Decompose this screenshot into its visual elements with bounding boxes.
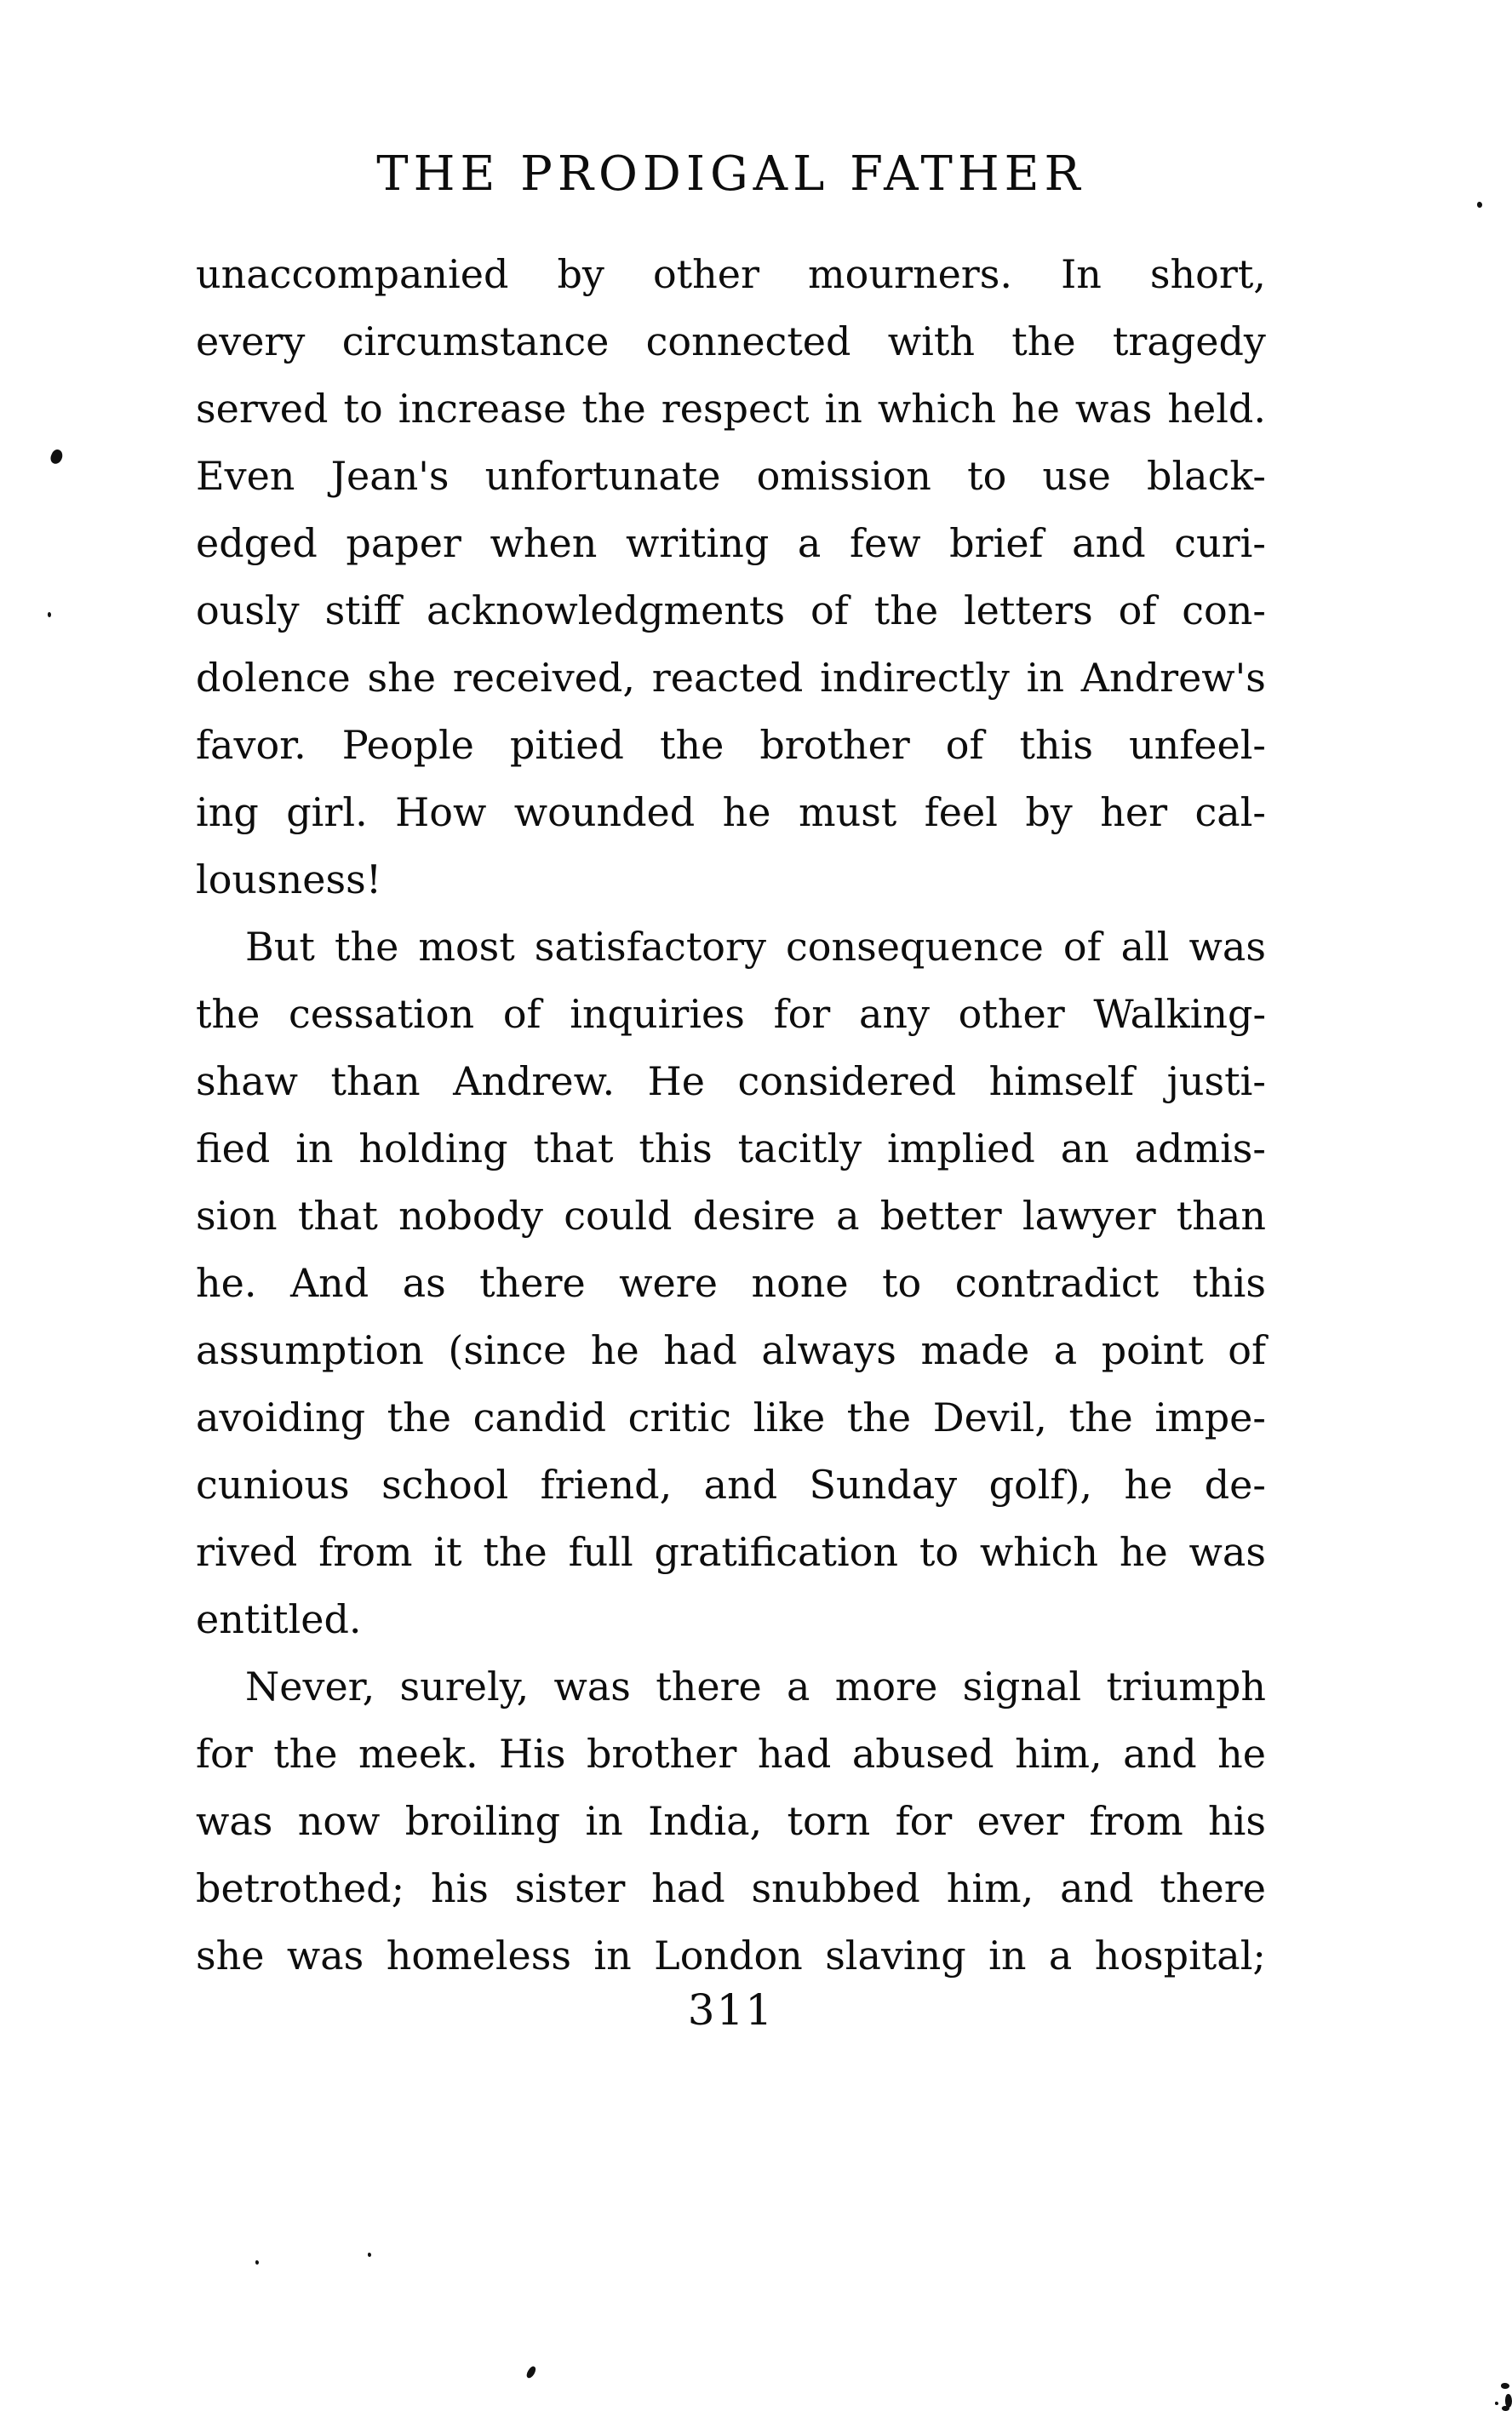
word: it bbox=[433, 1529, 462, 1575]
word: slaving bbox=[825, 1933, 966, 1979]
word: he bbox=[1011, 386, 1060, 432]
word: candid bbox=[472, 1394, 607, 1440]
word: full bbox=[568, 1529, 633, 1575]
word: was bbox=[1188, 1529, 1266, 1575]
word: holding bbox=[358, 1125, 508, 1171]
word: the bbox=[1011, 318, 1076, 364]
word: black- bbox=[1147, 453, 1266, 499]
word: himself bbox=[988, 1058, 1135, 1104]
word: received, bbox=[452, 655, 635, 701]
text-line bbox=[196, 1526, 1266, 1594]
word: had bbox=[651, 1865, 725, 1911]
word: in bbox=[593, 1933, 632, 1979]
word: Andrew. bbox=[453, 1058, 616, 1104]
word: and bbox=[703, 1462, 778, 1508]
word: justi- bbox=[1166, 1058, 1266, 1104]
word: to bbox=[967, 453, 1007, 499]
word: Even bbox=[196, 453, 295, 499]
word: stiff bbox=[324, 587, 402, 633]
word: paper bbox=[346, 520, 461, 566]
word: reacted bbox=[651, 655, 804, 701]
text-line bbox=[196, 316, 1266, 383]
word: abused bbox=[851, 1731, 994, 1777]
word: had bbox=[663, 1327, 737, 1373]
text-line bbox=[196, 1661, 1266, 1728]
word: His bbox=[499, 1731, 566, 1777]
word: the bbox=[483, 1529, 547, 1575]
word: impe- bbox=[1154, 1394, 1266, 1440]
word: increase bbox=[398, 386, 567, 432]
word: betrothed; bbox=[196, 1865, 405, 1911]
word: brief bbox=[949, 520, 1044, 566]
text-line bbox=[196, 652, 1266, 719]
word: to bbox=[882, 1260, 922, 1306]
word: of bbox=[502, 991, 541, 1037]
text-line bbox=[196, 1728, 1266, 1795]
word: school bbox=[381, 1462, 509, 1508]
word: his bbox=[1208, 1798, 1266, 1844]
word: as bbox=[402, 1260, 446, 1306]
word: this bbox=[1019, 722, 1093, 768]
word: broiling bbox=[404, 1798, 561, 1844]
ink-speck bbox=[1501, 2383, 1509, 2389]
word: But bbox=[245, 924, 315, 970]
word: he bbox=[1119, 1529, 1168, 1575]
word: a bbox=[1053, 1327, 1078, 1373]
word: assumption bbox=[196, 1327, 424, 1373]
word: sion bbox=[196, 1193, 278, 1239]
text-line bbox=[196, 1863, 1266, 1930]
word: Andrew's bbox=[1080, 655, 1266, 701]
text-line bbox=[196, 1190, 1266, 1257]
word: she bbox=[196, 1933, 265, 1979]
word: like bbox=[753, 1394, 826, 1440]
word: curi- bbox=[1174, 520, 1266, 566]
word: by bbox=[557, 251, 604, 297]
word: admis- bbox=[1134, 1125, 1266, 1171]
word: cunious bbox=[196, 1462, 350, 1508]
ink-speck bbox=[49, 448, 65, 466]
word: Jean's bbox=[330, 453, 450, 499]
word: his bbox=[430, 1865, 489, 1911]
word: than bbox=[1176, 1193, 1266, 1239]
word: must bbox=[798, 789, 897, 835]
word: mourners. bbox=[808, 251, 1013, 297]
word: made bbox=[920, 1327, 1030, 1373]
word: was bbox=[1074, 386, 1153, 432]
word: him, bbox=[946, 1865, 1034, 1911]
word: of bbox=[1118, 587, 1157, 633]
word: she bbox=[367, 655, 436, 701]
word: he bbox=[1217, 1731, 1266, 1777]
text-line bbox=[196, 1459, 1266, 1526]
word: snubbed bbox=[751, 1865, 920, 1911]
text-line: lousness! bbox=[196, 856, 382, 902]
word: dolence bbox=[196, 655, 351, 701]
word: by bbox=[1025, 789, 1073, 835]
word: was bbox=[553, 1664, 631, 1709]
word: shaw bbox=[196, 1058, 299, 1104]
word: Never, bbox=[245, 1664, 375, 1709]
word: this bbox=[1192, 1260, 1266, 1306]
word: writing bbox=[625, 520, 770, 566]
word: considered bbox=[737, 1058, 957, 1104]
word: were bbox=[619, 1260, 718, 1306]
page-header-title: THE PRODIGAL FATHER bbox=[376, 146, 1085, 202]
word: unfeel- bbox=[1129, 722, 1266, 768]
text-line bbox=[196, 1795, 1266, 1863]
word: gratification bbox=[654, 1529, 898, 1575]
word: sister bbox=[514, 1865, 626, 1911]
word: that bbox=[533, 1125, 614, 1171]
word: most bbox=[418, 924, 515, 970]
word: torn bbox=[787, 1798, 871, 1844]
word: desire bbox=[692, 1193, 816, 1239]
word: there bbox=[656, 1664, 762, 1709]
word: the bbox=[196, 991, 261, 1037]
word: with bbox=[887, 318, 975, 364]
word: girl. bbox=[286, 789, 368, 835]
text-line bbox=[196, 518, 1266, 585]
word: connected bbox=[645, 318, 851, 364]
word: friend, bbox=[540, 1462, 673, 1508]
word: to bbox=[919, 1529, 959, 1575]
text-line bbox=[196, 249, 1266, 316]
word: of bbox=[810, 587, 849, 633]
word: meek. bbox=[358, 1731, 478, 1777]
word: short, bbox=[1149, 251, 1266, 297]
word: ously bbox=[196, 587, 300, 633]
word: In bbox=[1061, 251, 1102, 297]
word: indirectly bbox=[820, 655, 1010, 701]
text-line bbox=[196, 921, 1266, 988]
text-line bbox=[196, 585, 1266, 652]
word: from bbox=[318, 1529, 413, 1575]
word: always bbox=[761, 1327, 896, 1373]
word: held. bbox=[1167, 386, 1266, 432]
word: of bbox=[945, 722, 984, 768]
word: favor. bbox=[196, 722, 306, 768]
word: edged bbox=[196, 520, 318, 566]
word: He bbox=[647, 1058, 705, 1104]
word: a bbox=[836, 1193, 860, 1239]
word: when bbox=[490, 520, 598, 566]
text-line bbox=[196, 719, 1266, 787]
ink-speck bbox=[48, 612, 51, 617]
text-line bbox=[196, 1123, 1266, 1190]
word: this bbox=[639, 1125, 713, 1171]
word: that bbox=[297, 1193, 378, 1239]
text-line: entitled. bbox=[196, 1596, 362, 1642]
word: con- bbox=[1182, 587, 1266, 633]
word: the bbox=[581, 386, 646, 432]
word: acknowledgments bbox=[426, 587, 786, 633]
word: London bbox=[654, 1933, 803, 1979]
word: rived bbox=[196, 1529, 298, 1575]
word: consequence bbox=[786, 924, 1044, 970]
word: was bbox=[1188, 924, 1266, 970]
text-line bbox=[196, 1257, 1266, 1325]
word: now bbox=[297, 1798, 381, 1844]
word: cessation bbox=[289, 991, 475, 1037]
word: contradict bbox=[954, 1260, 1160, 1306]
word: the bbox=[846, 1394, 912, 1440]
word: tragedy bbox=[1112, 318, 1266, 364]
word: her bbox=[1100, 789, 1168, 835]
text-line bbox=[196, 1056, 1266, 1123]
text-line bbox=[196, 1392, 1266, 1459]
word: more bbox=[834, 1664, 938, 1709]
word: served bbox=[196, 386, 329, 432]
word: ing bbox=[196, 789, 259, 835]
word: wounded bbox=[513, 789, 696, 835]
word: And bbox=[289, 1260, 369, 1306]
word: there bbox=[1160, 1865, 1266, 1911]
text-line bbox=[196, 383, 1266, 450]
word: in bbox=[295, 1125, 334, 1171]
word: hospital; bbox=[1094, 1933, 1266, 1979]
word: he bbox=[722, 789, 771, 835]
word: letters bbox=[963, 587, 1093, 633]
word: there bbox=[479, 1260, 586, 1306]
word: a bbox=[787, 1664, 810, 1709]
ink-speck bbox=[1502, 2406, 1509, 2411]
word: he bbox=[590, 1327, 639, 1373]
ink-speck bbox=[255, 2260, 259, 2265]
word: ever bbox=[976, 1798, 1065, 1844]
word: homeless bbox=[386, 1933, 571, 1979]
ink-speck bbox=[525, 2365, 538, 2380]
word: to bbox=[343, 386, 383, 432]
word: the bbox=[873, 587, 939, 633]
text-line bbox=[196, 988, 1266, 1056]
word: in bbox=[824, 386, 862, 432]
word: unaccompanied bbox=[196, 251, 509, 297]
word: he bbox=[1124, 1462, 1173, 1508]
word: Walking- bbox=[1093, 991, 1266, 1037]
word: People bbox=[341, 722, 474, 768]
word: implied bbox=[886, 1125, 1035, 1171]
word: for bbox=[196, 1731, 253, 1777]
word: for bbox=[773, 991, 831, 1037]
text-line bbox=[196, 787, 1266, 854]
ink-speck bbox=[1477, 202, 1482, 208]
word: surely, bbox=[399, 1664, 530, 1709]
word: brother bbox=[586, 1731, 737, 1777]
word: and bbox=[1060, 1865, 1134, 1911]
word: cal- bbox=[1194, 789, 1266, 835]
word: which bbox=[877, 386, 996, 432]
word: could bbox=[564, 1193, 673, 1239]
text-line bbox=[196, 1325, 1266, 1392]
word: signal bbox=[962, 1664, 1082, 1709]
word: inquiries bbox=[570, 991, 745, 1037]
word: all bbox=[1120, 924, 1170, 970]
word: omission bbox=[756, 453, 931, 499]
word: than bbox=[330, 1058, 421, 1104]
word: feel bbox=[924, 789, 998, 835]
word: any bbox=[858, 991, 930, 1037]
word: a bbox=[1048, 1933, 1073, 1979]
word: in bbox=[1026, 655, 1064, 701]
word: satisfactory bbox=[534, 924, 766, 970]
word: critic bbox=[627, 1394, 732, 1440]
word: use bbox=[1042, 453, 1111, 499]
body-text bbox=[196, 249, 1266, 1997]
word: and bbox=[1072, 520, 1146, 566]
word: fied bbox=[196, 1125, 271, 1171]
word: a bbox=[797, 520, 822, 566]
word: better bbox=[879, 1193, 1002, 1239]
word: was bbox=[286, 1933, 364, 1979]
word: (since bbox=[448, 1327, 567, 1373]
word: other bbox=[652, 251, 759, 297]
word: the bbox=[387, 1394, 451, 1440]
word: triumph bbox=[1106, 1664, 1266, 1709]
word: the bbox=[273, 1731, 338, 1777]
word: other bbox=[958, 991, 1065, 1037]
word: avoiding bbox=[196, 1394, 366, 1440]
word: lawyer bbox=[1022, 1193, 1156, 1239]
word: he. bbox=[196, 1260, 257, 1306]
word: of bbox=[1228, 1327, 1266, 1373]
word: pitied bbox=[509, 722, 624, 768]
word: the bbox=[1068, 1394, 1133, 1440]
word: none bbox=[751, 1260, 849, 1306]
word: circumstance bbox=[341, 318, 610, 364]
word: respect bbox=[661, 386, 810, 432]
word: of bbox=[1062, 924, 1102, 970]
word: every bbox=[196, 318, 306, 364]
word: which bbox=[979, 1529, 1098, 1575]
ink-speck bbox=[368, 2253, 371, 2257]
word: in bbox=[988, 1933, 1027, 1979]
word: from bbox=[1089, 1798, 1183, 1844]
word: him, bbox=[1015, 1731, 1102, 1777]
word: How bbox=[395, 789, 487, 835]
word: brother bbox=[759, 722, 910, 768]
word: few bbox=[849, 520, 921, 566]
word: was bbox=[196, 1798, 273, 1844]
word: the bbox=[334, 924, 399, 970]
word: in bbox=[585, 1798, 623, 1844]
word: Sunday bbox=[809, 1462, 958, 1508]
word: nobody bbox=[398, 1193, 544, 1239]
word: Devil, bbox=[932, 1394, 1047, 1440]
word: de- bbox=[1204, 1462, 1266, 1508]
word: for bbox=[895, 1798, 953, 1844]
word: had bbox=[757, 1731, 832, 1777]
text-line bbox=[196, 450, 1266, 518]
word: golf), bbox=[988, 1462, 1093, 1508]
page-number: 311 bbox=[687, 1985, 775, 2035]
word: the bbox=[659, 722, 724, 768]
word: point bbox=[1101, 1327, 1204, 1373]
ink-speck bbox=[1495, 2402, 1498, 2405]
word: tacitly bbox=[737, 1125, 862, 1171]
word: India, bbox=[648, 1798, 763, 1844]
word: unfortunate bbox=[484, 453, 721, 499]
word: an bbox=[1060, 1125, 1109, 1171]
word: and bbox=[1123, 1731, 1197, 1777]
